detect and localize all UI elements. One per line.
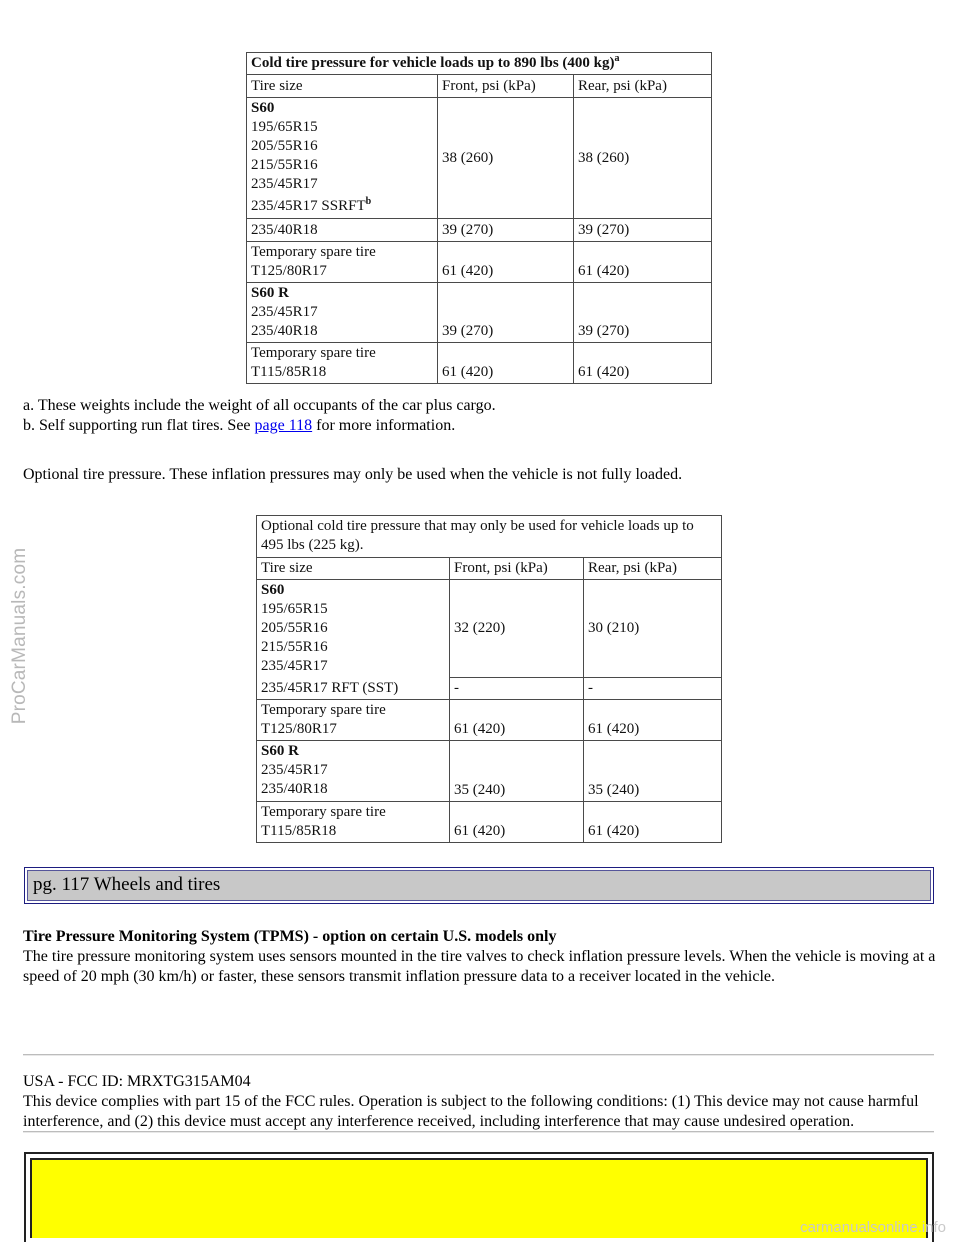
spare-label: Temporary spare tire (261, 804, 386, 820)
tire-size: 235/45R17 SSRFT$^b$ (251, 196, 372, 214)
front-pressure: 61 (420) (438, 343, 574, 384)
model-name: S60 R (261, 743, 299, 759)
rear-pressure: 39 (270) (574, 219, 712, 242)
fcc-body: This device complies with part 15 of the FCC rules. Operation is subject to the following conditions: (1) This device may not cause harmful interference, and (2) this device must accept any interference received, including interference that may cause undesired operation. (23, 1093, 919, 1130)
warning-box (24, 1152, 934, 1242)
rear-pressure: 61 (420) (574, 343, 712, 384)
front-pressure: 39 (270) (438, 283, 574, 343)
tire-size: T115/85R18 (261, 823, 337, 839)
tpms-section (23, 927, 938, 987)
header-rear: Rear, psi (kPa) (584, 558, 722, 580)
header-rear: Rear, psi (kPa) (574, 75, 712, 98)
front-pressure: 61 (420) (450, 802, 584, 843)
front-pressure: 32 (220) (450, 580, 584, 678)
table-row (257, 580, 450, 700)
divider (23, 1054, 934, 1056)
rear-pressure: 39 (270) (574, 283, 712, 343)
footer-watermark: carmanualsonline.info (800, 1219, 946, 1236)
spare-label: Temporary spare tire (261, 702, 386, 718)
front-pressure: 61 (420) (438, 242, 574, 283)
optional-tire-pressure-table (256, 515, 722, 843)
tire-size: 215/55R16 (251, 157, 318, 173)
fcc-id: USA - FCC ID: MRXTG315AM04 (23, 1073, 251, 1090)
tire-size: T125/80R17 (251, 263, 327, 279)
table-row (247, 343, 438, 384)
header-tire-size: Tire size (257, 558, 450, 580)
table-row (247, 98, 438, 219)
divider (23, 1131, 934, 1133)
rear-pressure: - (584, 678, 722, 700)
front-pressure: 38 (260) (438, 98, 574, 219)
front-pressure: 35 (240) (450, 741, 584, 802)
tire-size: 235/45R17 RFT (SST) (261, 680, 399, 696)
footnote-b: b. Self supporting run flat tires. See page 118 for more information. (23, 417, 456, 434)
tire-size: 205/55R16 (261, 620, 328, 636)
tire-size: 215/55R16 (261, 639, 328, 655)
rear-pressure: 35 (240) (584, 741, 722, 802)
table-row (257, 700, 450, 741)
tire-size: 235/40R18 (247, 219, 438, 242)
table-row (247, 283, 438, 343)
optional-pressure-text: Optional tire pressure. These inflation pressures may only be used when the vehicle is not fully loaded. (23, 466, 683, 483)
rear-pressure: 61 (420) (584, 802, 722, 843)
model-name: S60 (251, 100, 275, 116)
tire-size: 205/55R16 (251, 138, 318, 154)
front-pressure: 61 (420) (450, 700, 584, 741)
rear-pressure: 61 (420) (584, 700, 722, 741)
tpms-body: The tire pressure monitoring system uses sensors mounted in the tire valves to check inflation pressure levels. When the vehicle is moving at a speed of 20 mph (30 km/h) or faster, these sensors transmit inflation pressure data to a receiver located in the vehicle. (23, 948, 936, 985)
front-pressure: - (450, 678, 584, 700)
table-title: Cold tire pressure for vehicle loads up to 890 lbs (400 kg)$^a$ (247, 53, 712, 75)
tire-size: 235/40R18 (261, 781, 328, 797)
side-watermark: ProCarManuals.com (9, 547, 30, 725)
table-row (257, 741, 450, 802)
model-name: S60 R (251, 285, 289, 301)
footnotes (23, 396, 938, 436)
warning-box-fill (30, 1158, 928, 1238)
rear-pressure: 61 (420) (574, 242, 712, 283)
footnote-a: a. These weights include the weight of all occupants of the car plus cargo. (23, 397, 496, 414)
cold-tire-pressure-table (246, 52, 712, 384)
tire-size: T115/85R18 (251, 364, 327, 380)
tire-size: 195/65R15 (251, 119, 318, 135)
header-front: Front, psi (kPa) (450, 558, 584, 580)
header-tire-size: Tire size (247, 75, 438, 98)
tire-size: 195/65R15 (261, 601, 328, 617)
rear-pressure: 38 (260) (574, 98, 712, 219)
tire-size: 235/40R18 (251, 323, 318, 339)
fcc-section (23, 1072, 938, 1132)
tire-size: 235/45R17 (261, 658, 328, 674)
header-front: Front, psi (kPa) (438, 75, 574, 98)
section-header (24, 867, 934, 904)
tire-size: T125/80R17 (261, 721, 337, 737)
model-name: S60 (261, 582, 285, 598)
tpms-heading: Tire Pressure Monitoring System (TPMS) - option on certain U.S. models only (23, 928, 557, 945)
tire-size: 235/45R17 (251, 304, 318, 320)
table-title: Optional cold tire pressure that may only be used for vehicle loads up to 495 lbs (225 kg). (257, 516, 722, 558)
spare-label: Temporary spare tire (251, 244, 376, 260)
spare-label: Temporary spare tire (251, 345, 376, 361)
section-title: pg. 117 Wheels and tires (27, 870, 931, 901)
tire-size: 235/45R17 (261, 762, 328, 778)
tire-size: 235/45R17 (251, 176, 318, 192)
page-118-link[interactable]: page 118 (254, 417, 313, 434)
rear-pressure: 30 (210) (584, 580, 722, 678)
front-pressure: 39 (270) (438, 219, 574, 242)
table-row (257, 802, 450, 843)
table-row (247, 242, 438, 283)
